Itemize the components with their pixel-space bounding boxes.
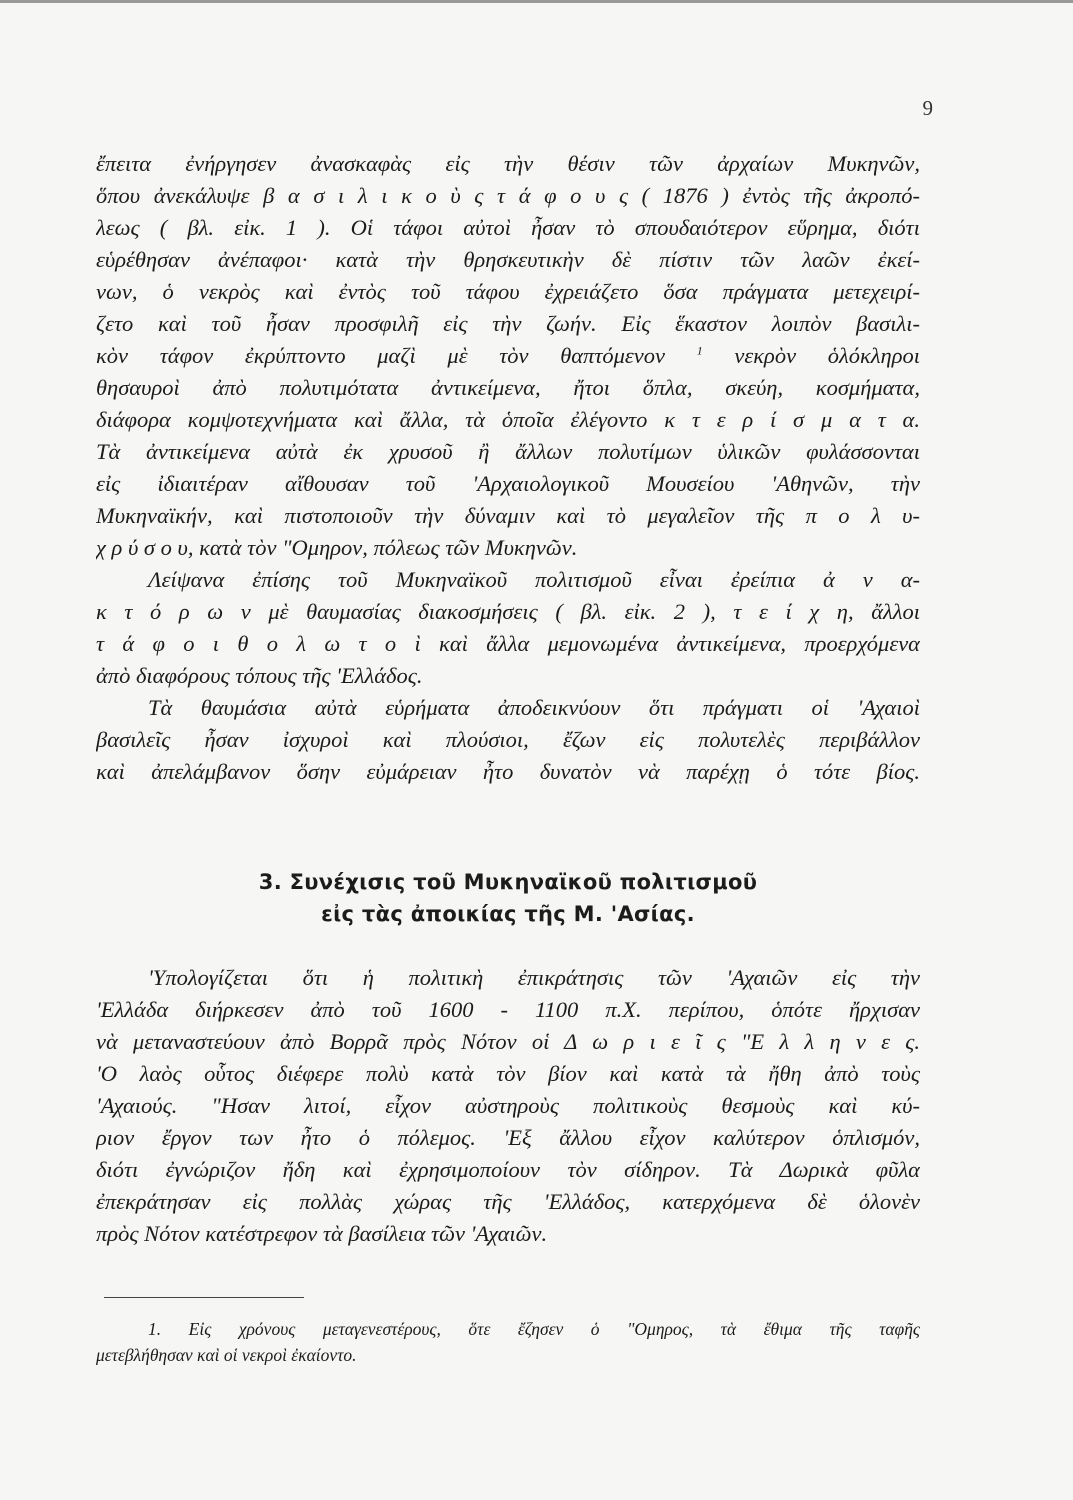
page-number: 9 bbox=[922, 96, 933, 120]
text-line: ἐπεκράτησαν εἰς πολλὰς χώρας τῆς 'Ελλάδος, κατερχόμενα δὲ ὁλονὲν bbox=[96, 1189, 920, 1214]
text-line: καὶ ἀπελάμβανον ὅσην εὐμάρειαν ἦτο δυνατὸν νὰ παρέχῃ ὁ τότε βίος. bbox=[96, 759, 920, 784]
text-line: νων, ὁ νεκρὸς καὶ ἐντὸς τοῦ τάφου ἐχρειάζετο ὅσα πράγματα μετεχειρί- bbox=[96, 279, 920, 304]
text-line: Τὰ ἀντικείμενα αὐτὰ ἐκ χρυσοῦ ἢ ἄλλων πολυτίμων ὑλικῶν φυλάσσονται bbox=[96, 439, 920, 464]
text-line: τ ά φ ο ι θ ο λ ω τ ο ὶ καὶ ἄλλα μεμονωμένα ἀντικείμενα, προερχόμενα bbox=[96, 631, 920, 656]
text-line: 'Ελλάδα διήρκεσεν ἀπὸ τοῦ 1600 - 1100 π.Χ. περίπου, ὁπότε ἤρχισαν bbox=[96, 997, 920, 1022]
footnote-divider bbox=[104, 1297, 304, 1298]
text-line: ἔπειτα ἐνήργησεν ἀνασκαφὰς εἰς τὴν θέσιν τῶν ἀρχαίων Μυκηνῶν, bbox=[96, 151, 920, 176]
text-line: διάφορα κομψοτεχνήματα καὶ ἄλλα, τὰ ὁποῖα ἐλέγοντο κ τ ε ρ ί σ μ α τ α. bbox=[96, 407, 920, 432]
text-line: εἰς ἰδιαιτέραν αἴθουσαν τοῦ 'Αρχαιολογικοῦ Μουσείου 'Αθηνῶν, τὴν bbox=[96, 471, 920, 496]
footnote-line: μετεβλήθησαν καὶ οἱ νεκροὶ ἐκαίοντο. bbox=[96, 1345, 357, 1365]
text-line: 'Υπολογίζεται ὅτι ἡ πολιτικὴ ἐπικράτησις τῶν 'Αχαιῶν εἰς τὴν bbox=[148, 965, 920, 990]
footnote-marker[interactable]: 1 bbox=[696, 343, 703, 358]
text-line: ἀπὸ διαφόρους τόπους τῆς 'Ελλάδος. bbox=[96, 663, 423, 688]
footnote-line: 1. Εἰς χρόνους μεταγενεστέρους, ὅτε ἔζησεν ὁ "Ομηρος, τὰ ἔθιμα τῆς ταφῆς bbox=[148, 1319, 920, 1339]
text-line: 'Αχαιούς. "Ησαν λιτοί, εἶχον αὐστηροὺς πολιτικοὺς θεσμοὺς καὶ κύ- bbox=[96, 1093, 920, 1118]
text-line: Τὰ θαυμάσια αὐτὰ εὑρήματα ἀποδεικνύουν ὅτι πράγματι οἱ 'Αχαιοὶ bbox=[148, 695, 920, 720]
text-line-with-footnote bbox=[96, 340, 920, 372]
text-line: θησαυροὶ ἀπὸ πολυτιμότατα ἀντικείμενα, ἤτοι ὅπλα, σκεύη, κοσμήματα, bbox=[96, 375, 920, 400]
text-fragment: κὸν τάφον ἐκρύπτοντο μαζὶ μὲ τὸν θαπτόμενον bbox=[96, 343, 666, 368]
text-line: πρὸς Νότον κατέστρεφον τὰ βασίλεια τῶν 'Αχαιῶν. bbox=[96, 1221, 548, 1246]
text-line: διότι ἐγνώριζον ἤδη καὶ ἐχρησιμοποίουν τὸν σίδηρον. Τὰ Δωρικὰ φῦλα bbox=[96, 1157, 920, 1182]
text-line: βασιλεῖς ἦσαν ἰσχυροὶ καὶ πλούσιοι, ἔζων εἰς πολυτελὲς περιβάλλον bbox=[96, 727, 920, 752]
heading-line: εἰς τὰς ἀποικίας τῆς Μ. 'Ασίας. bbox=[321, 902, 695, 926]
text-line: Μυκηναϊκήν, καὶ πιστοποιοῦν τὴν δύναμιν καὶ τὸ μεγαλεῖον τῆς π ο λ υ- bbox=[96, 503, 920, 528]
text-line: χ ρ ύ σ ο υ, κατὰ τὸν "Ομηρον, πόλεως τῶν Μυκηνῶν. bbox=[96, 535, 578, 560]
main-text-block bbox=[96, 148, 920, 788]
section-heading bbox=[96, 866, 920, 930]
heading-line: 3. Συνέχισις τοῦ Μυκηναϊκοῦ πολιτισμοῦ bbox=[258, 870, 758, 894]
text-line: εὑρέθησαν ἀνέπαφοι· κατὰ τὴν θρησκευτικὴν δὲ πίστιν τῶν λαῶν ἐκεί- bbox=[96, 247, 920, 272]
text-line: λεως ( βλ. εἰκ. 1 ). Οἱ τάφοι αὐτοὶ ἦσαν τὸ σπουδαιότερον εὕρημα, διότι bbox=[96, 215, 920, 240]
text-line: ζετο καὶ τοῦ ἦσαν προσφιλῆ εἰς τὴν ζωήν. Εἰς ἕκαστον λοιπὸν βασιλι- bbox=[96, 311, 920, 336]
text-line: ὅπου ἀνεκάλυψε β α σ ι λ ι κ ο ὺ ς τ ά φ ο υ ς ( 1876 ) ἐντὸς τῆς ἀκροπό- bbox=[96, 183, 920, 208]
text-line: νὰ μεταναστεύουν ἀπὸ Βορρᾶ πρὸς Νότον οἱ Δ ω ρ ι ε ῖ ς "Ε λ λ η ν ε ς. bbox=[96, 1029, 920, 1054]
text-line: ριον ἔργον των ἦτο ὁ πόλεμος. 'Εξ ἄλλου εἶχον καλύτερον ὁπλισμόν, bbox=[96, 1125, 920, 1150]
section-text-block bbox=[96, 962, 920, 1250]
text-line: κ τ ό ρ ω ν μὲ θαυμασίας διακοσμήσεις ( βλ. εἰκ. 2 ), τ ε ί χ η, ἄλλοι bbox=[96, 599, 920, 624]
scan-top-edge bbox=[0, 0, 1073, 3]
text-line: 'Ο λαὸς οὗτος διέφερε πολὺ κατὰ τὸν βίον καὶ κατὰ τὰ ἤθη ἀπὸ τοὺς bbox=[96, 1061, 920, 1086]
text-fragment: νεκρὸν ὁλόκληροι bbox=[734, 343, 920, 368]
footnotes bbox=[96, 1316, 920, 1368]
text-line: Λείψανα ἐπίσης τοῦ Μυκηναϊκοῦ πολιτισμοῦ εἶναι ἐρείπια ἀ ν α- bbox=[148, 567, 920, 592]
